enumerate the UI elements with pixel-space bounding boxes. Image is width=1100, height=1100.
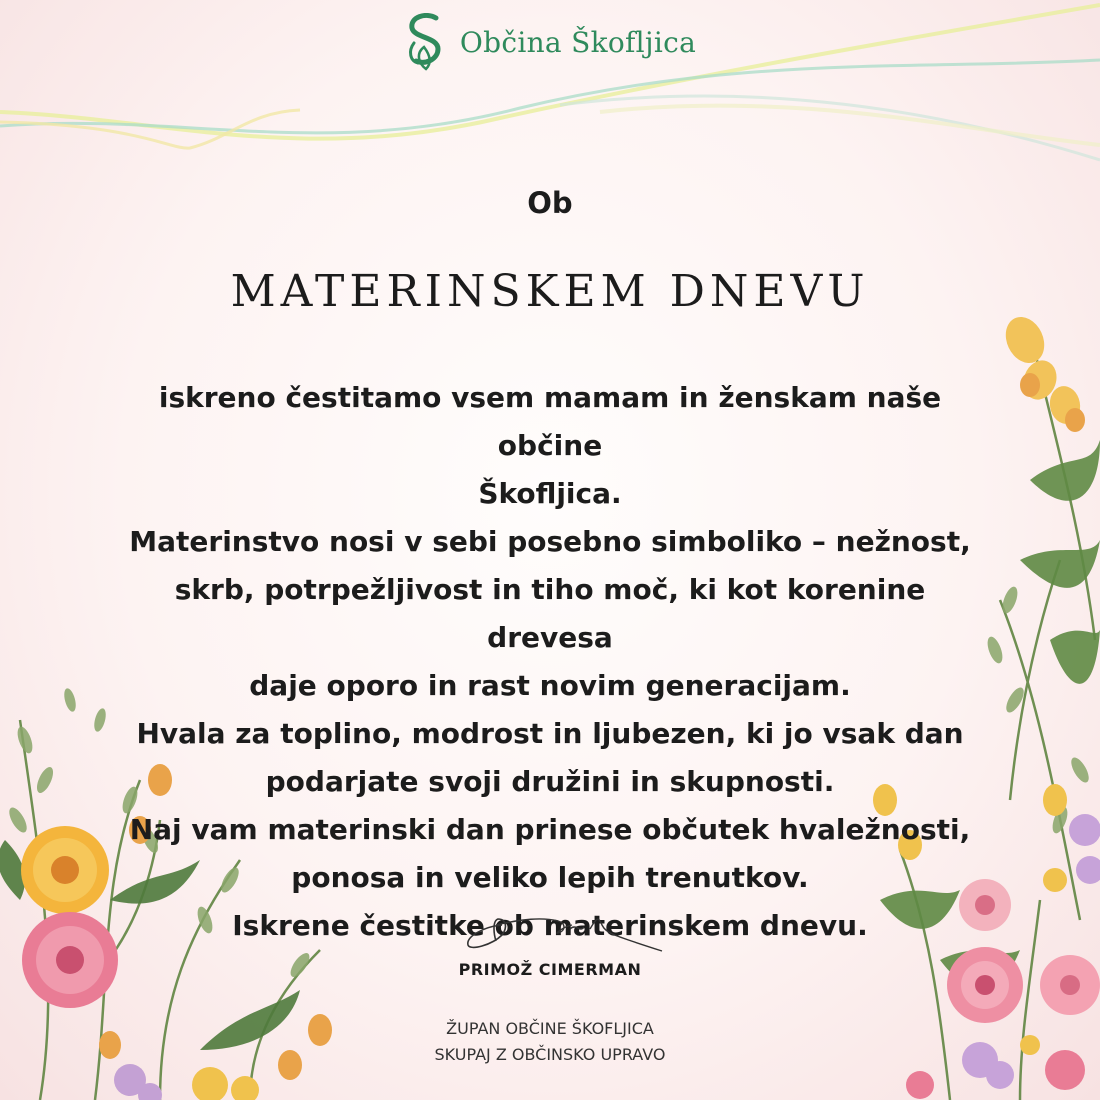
role-line: ŽUPAN OBČINE ŠKOFLJICA: [446, 1019, 654, 1038]
handwritten-signature: [462, 905, 668, 957]
message-line: Materinstvo nosi v sebi posebno simboliko – nežnost,: [129, 525, 971, 558]
signer-role: [0, 1016, 1100, 1068]
message-line: daje oporo in rast novim generacijam.: [249, 669, 851, 702]
role-line: SKUPAJ Z OBČINSKO UPRAVO: [434, 1045, 666, 1064]
org-name: Občina Škofljica: [459, 25, 697, 59]
greeting-title: MATERINSKEM DNEVU: [230, 266, 870, 317]
header: [0, 12, 1100, 72]
message-line: iskreno čestitamo vsem mamam in ženskam naše občine: [158, 381, 942, 462]
message-line: Hvala za toplino, modrost in ljubezen, ki jo vsak dan: [136, 717, 964, 750]
message-line: Škofljica.: [478, 477, 622, 510]
skofljica-leaf-s-logo-icon: [404, 13, 448, 71]
greeting-ob: Ob: [527, 186, 573, 220]
message-body: [125, 374, 975, 950]
signer-name: PRIMOŽ CIMERMAN: [458, 960, 642, 979]
message-line: Iskrene čestitke ob materinskem dnevu.: [232, 909, 868, 942]
message-line: podarjate svoji družini in skupnosti.: [265, 765, 835, 798]
message-line: skrb, potrpežljivost in tiho moč, ki kot korenine drevesa: [174, 573, 926, 654]
message-line: ponosa in veliko lepih trenutkov.: [291, 861, 809, 894]
message-line: Naj vam materinski dan prinese občutek hvaležnosti,: [129, 813, 971, 846]
